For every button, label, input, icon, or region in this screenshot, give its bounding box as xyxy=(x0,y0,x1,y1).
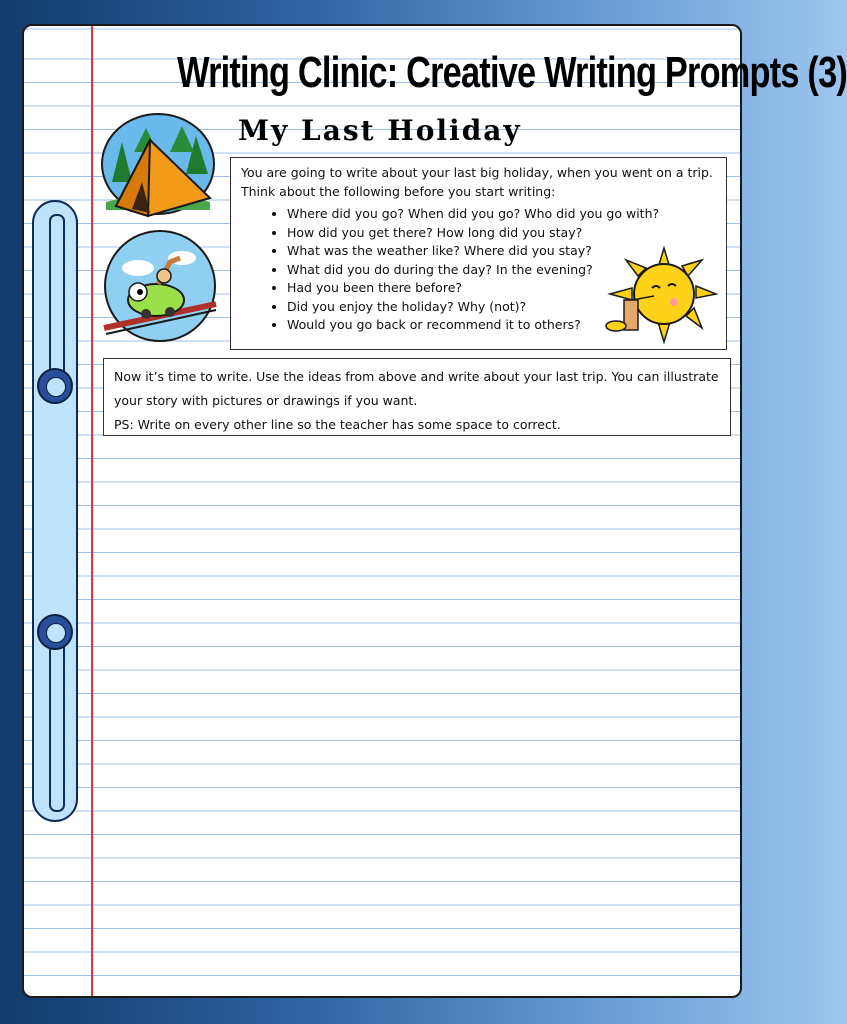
binder-clip xyxy=(32,200,78,822)
instructions-box xyxy=(103,358,731,436)
question-item: • Where did you go? When did you go? Who did you go with? xyxy=(287,205,716,224)
question-item: • Had you been there before? xyxy=(287,279,716,298)
binder-ring-bottom xyxy=(37,614,73,650)
page-title: Writing Clinic: Creative Writing Prompts (3) xyxy=(177,48,847,97)
page-subtitle: My Last Holiday xyxy=(238,114,522,147)
question-item: • What was the weather like? Where did you stay? xyxy=(287,242,716,261)
tent-illustration xyxy=(98,112,218,220)
instructions-text: Now it’s time to write. Use the ideas from above and write about your last trip. You can illustrate your story with pictures or drawings if you want. xyxy=(114,369,719,408)
sun-illustration xyxy=(602,246,718,346)
question-item: • What did you do during the day? In the evening? xyxy=(287,261,716,280)
instructions-ps: PS: Write on every other line so the teacher has some space to correct. xyxy=(114,417,561,432)
question-item: • Did you enjoy the holiday? Why (not)? xyxy=(287,298,716,317)
prompt-intro: You are going to write about your last big holiday, when you went on a trip. Think about the following before you start writing: xyxy=(241,165,713,199)
question-item: • How did you get there? How long did you stay? xyxy=(287,224,716,243)
rollercoaster-illustration xyxy=(98,228,222,344)
binder-ring-top xyxy=(37,368,73,404)
binder-slot-top xyxy=(49,214,65,386)
margin-line xyxy=(91,26,93,996)
question-item: • Would you go back or recommend it to others? xyxy=(287,316,716,335)
binder-slot-bottom xyxy=(49,638,65,812)
